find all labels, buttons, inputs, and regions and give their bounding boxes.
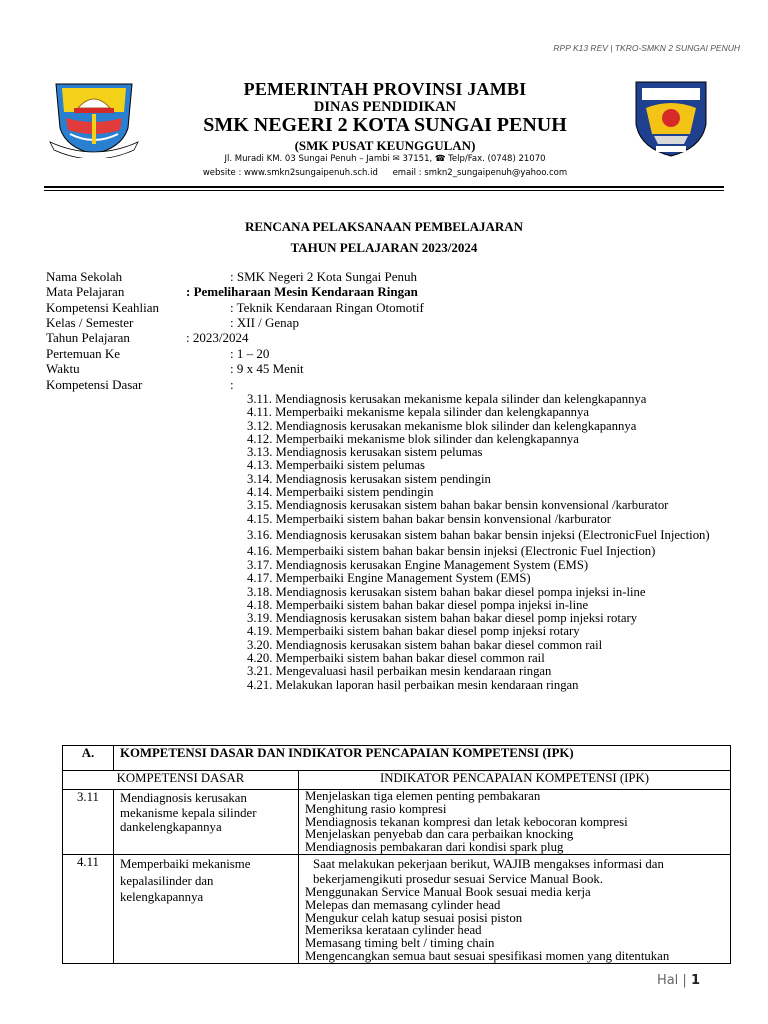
kd-item: 4.20. Memperbaiki sistem bahan bakar diesel common rail [247,651,545,666]
ipk-item: Memeriksa kerataan cylinder head [305,923,482,938]
ipk-item: Menjelaskan tiga elemen penting pembakaran [305,789,541,803]
kop-contact [150,168,620,178]
info-label: Waktu [46,361,80,376]
section-letter: A. [63,746,114,771]
info-value: : Teknik Kendaraan Ringan Otomotif [230,300,424,315]
info-value: : 9 x 45 Menit [230,361,304,376]
section-title: KOMPETENSI DASAR DAN INDIKATOR PENCAPAIAN KOMPETENSI (IPK) [114,746,731,771]
kd-item: 4.18. Memperbaiki sistem bahan bakar diesel pompa injeksi in-line [247,597,589,612]
kd-item: 3.13. Mendiagnosis kerusakan sistem pelumas [247,445,483,460]
ipk-item: Saat melakukan pekerjaan berikut, WAJIB mengakses informasi dan bekerjamengikuti prosedur sesuai Service Manual Book. [313,857,664,886]
ipk-cell [299,855,731,964]
info-value: : XII / Genap [230,315,299,330]
table-row [63,855,731,964]
doc-year: TAHUN PELAJARAN 2023/2024 [290,240,478,255]
kop-address: Jl. Muradi KM. 03 Sungai Penuh – Jambi ✉ 37151, ☎ Telp/Fax. (0748) 21070 [224,154,546,164]
kd-item: 3.19. Mendiagnosis kerusakan sistem bahan bakar diesel pomp injeksi rotary [247,611,638,626]
info-label: Pertemuan Ke [46,346,121,361]
info-label: Kompetensi Dasar [46,377,143,392]
kd-item: 4.15. Memperbaiki sistem bahan bakar bensin konvensional /karburator [247,511,611,526]
smk-negeri-2-logo [626,78,716,158]
info-value: : [230,377,234,392]
kd-item: 3.18. Mendiagnosis kerusakan sistem bahan bakar diesel pompa injeksi in-line [247,584,646,599]
kop-provinsi: PEMERINTAH PROVINSI JAMBI [243,79,527,99]
kd-item: 3.20. Mendiagnosis kerusakan sistem bahan bakar diesel common rail [247,637,603,652]
kd-item: 4.11. Memperbaiki mekanisme kepala silinder dan kelengkapannya [247,405,589,420]
kd-item: 3.12. Mendiagnosis kerusakan mekanisme blok silinder dan kelengkapannya [247,418,637,433]
provinsi-jambi-logo [48,78,140,158]
info-label: Mata Pelajaran [46,284,125,299]
ipk-item: Menjelaskan penyebab dan cara perbaikan knocking [305,827,574,842]
col-header-ipk: INDIKATOR PENCAPAIAN KOMPETENSI (IPK) [299,771,731,790]
info-label: Kompetensi Keahlian [46,300,159,315]
kd-item: 3.16. Mendiagnosis kerusakan sistem bahan bakar bensin injeksi (ElectronicFuel Injection) [247,527,710,542]
kd-item: 4.16. Memperbaiki sistem bahan bakar bensin injeksi (Electronic Fuel Injection) [247,544,656,559]
kd-item: 3.21. Mengevaluasi hasil perbaikan mesin kendaraan ringan [247,664,552,679]
ipk-item: Mendiagnosis pembakaran dari kondisi spark plug [305,840,564,855]
doc-title: RENCANA PELAKSANAAN PEMBELAJARAN [244,219,524,234]
kompetensi-dasar-list [247,393,717,692]
page-footer [657,973,700,988]
table-row [63,790,731,855]
table-column-header [63,771,731,790]
ipk-item: Mengukur celah katup sesuai posisi piston [305,910,523,925]
kop-email: email : smkn2_sungaipenuh@yahoo.com [392,168,568,178]
kd-item: 4.13. Memperbaiki sistem pelumas [247,458,425,473]
ipk-item: Menghitung rasio kompresi [305,801,447,816]
kd-item: 3.15. Mendiagnosis kerusakan sistem bahan bakar bensin konvensional /karburator [247,498,669,513]
kd-number: 3.11 [63,790,114,855]
ipk-item: Mengencangkan semua baut sesuai spesifikasi momen yang ditentukan [305,948,670,963]
kd-item: 4.12. Memperbaiki mekanisme blok silinder dan kelengkapannya [247,431,579,446]
page-label: Hal | [656,973,687,988]
table-section-header [63,746,731,771]
ipk-item: Memasang timing belt / timing chain [305,936,495,951]
kd-text: Mendiagnosis kerusakan mekanisme kepala silinder dankelengkapannya [114,790,299,855]
ipk-item: Melepas dan memasang cylinder head [305,897,501,912]
info-value: : 1 – 20 [230,346,270,361]
kop-website: website : www.smkn2sungaipenuh.sch.id [202,168,378,178]
ipk-item: Mendiagnosis tekanan kompresi dan letak kebocoran kompresi [305,814,628,829]
kd-item: 3.17. Mendiagnosis kerusakan Engine Management System (EMS) [247,557,589,572]
info-label: Nama Sekolah [46,269,123,284]
kop-sekolah: SMK NEGERI 2 KOTA SUNGAI PENUH [203,114,567,136]
kd-number: 4.11 [63,855,114,964]
kop-keunggulan: (SMK PUSAT KEUNGGULAN) [294,138,476,153]
header-note: RPP K13 REV | TKRO-SMKN 2 SUNGAI PENUH [553,43,740,53]
kop-dinas: DINAS PENDIDIKAN [313,99,457,115]
header-rule [44,186,724,188]
col-header-kd: KOMPETENSI DASAR [63,771,299,790]
kd-text: Memperbaiki mekanisme kepalasilinder dan kelengkapannya [114,855,299,964]
page-number: 1 [690,973,700,988]
ipk-cell [299,790,731,855]
kd-ipk-table [62,745,731,964]
info-value: : Pemeliharaan Mesin Kendaraan Ringan [186,284,418,299]
kd-item: 4.21. Melakukan laporan hasil perbaikan mesin kendaraan ringan [247,677,579,692]
info-value: : SMK Negeri 2 Kota Sungai Penuh [230,269,418,284]
kd-item: 4.17. Memperbaiki Engine Management System (EMS) [247,571,531,586]
kd-item: 3.14. Mendiagnosis kerusakan sistem pendingin [247,471,491,486]
ipk-item: Menggunakan Service Manual Book sesuai media kerja [305,885,591,899]
info-label: Tahun Pelajaran [46,330,130,345]
kd-item: 4.19. Memperbaiki sistem bahan bakar diesel pomp injeksi rotary [247,624,580,639]
info-label: Kelas / Semester [46,315,134,330]
info-value: : 2023/2024 [186,330,249,345]
kd-item: 4.14. Memperbaiki sistem pendingin [247,485,434,500]
header-rule-thin [44,190,724,191]
kd-item: 3.11. Mendiagnosis kerusakan mekanisme kepala silinder dan kelengkapannya [247,392,647,406]
